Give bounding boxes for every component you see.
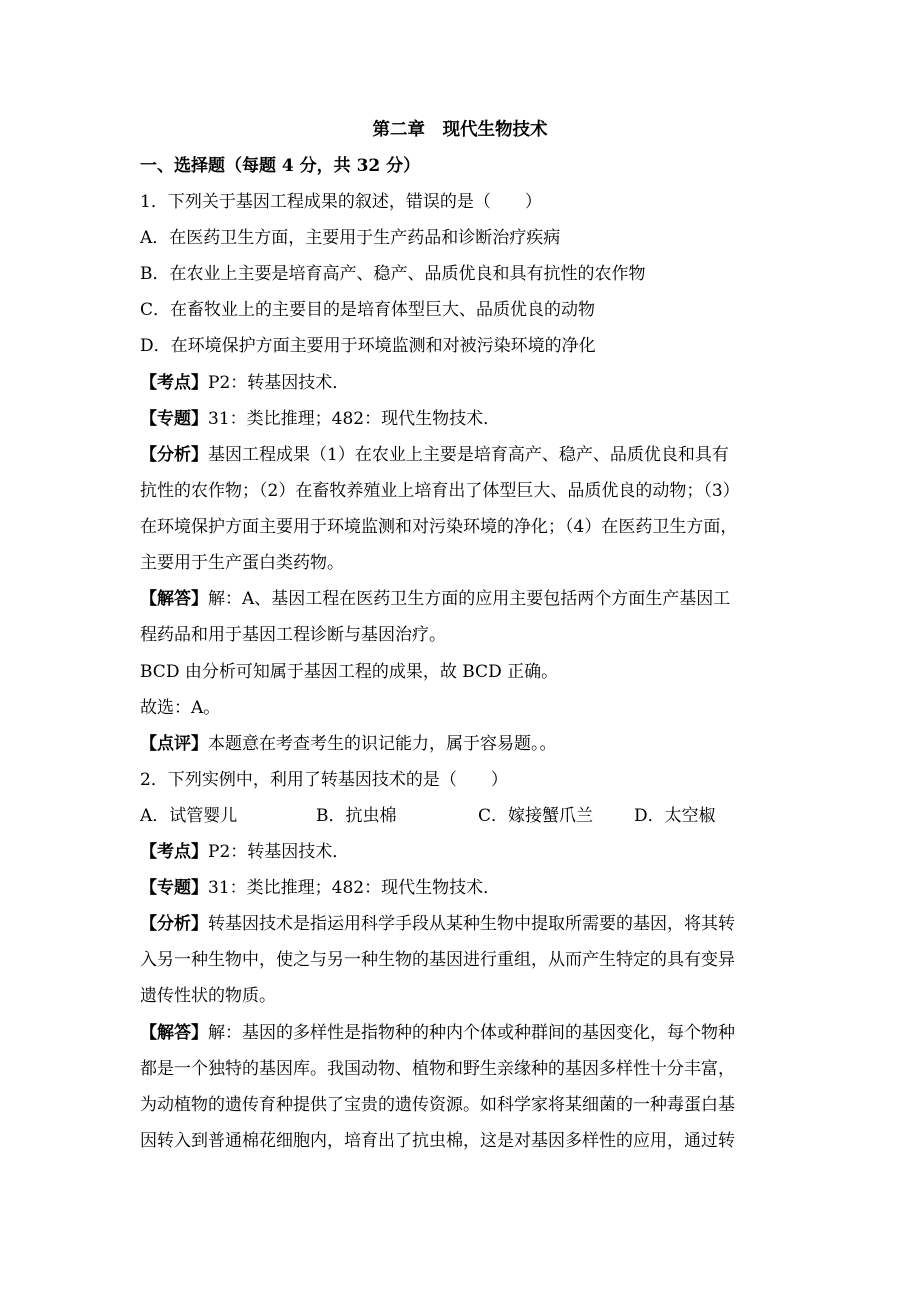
question-2-jieda-line-3: 为动植物的遗传育种提供了宝贵的遗传资源。如科学家将某细菌的一种毒蛋白基: [140, 1095, 735, 1115]
jieda-tag: 【解答】: [140, 589, 208, 609]
question-1-jieda-line-2: 程药品和用于基因工程诊断与基因治疗。: [140, 625, 446, 645]
question-1-option-d: D．在环境保护方面主要用于环境监测和对被污染环境的净化: [140, 336, 596, 356]
question-1-answer: 故选：A。: [140, 698, 221, 718]
question-2-option-b: B．抗虫棉: [316, 806, 397, 826]
fenxi-text: 基因工程成果（1）在农业上主要是培育高产、稳产、品质优良和具有: [208, 445, 729, 465]
jieda-text: 解：A、基因工程在医药卫生方面的应用主要包括两个方面生产基因工: [208, 589, 731, 609]
question-1-option-a: A．在医药卫生方面，主要用于生产药品和诊断治疗疾病: [140, 228, 561, 248]
question-2-fenxi-line-2: 入另一种生物中，使之与另一种生物的基因进行重组，从而产生特定的具有变异: [140, 950, 735, 970]
question-1-stem: 1．下列关于基因工程成果的叙述，错误的是（ ）: [140, 192, 542, 212]
question-1-fenxi-line-3: 在环境保护方面主要用于环境监测和对污染环境的净化；（4）在医药卫生方面，: [140, 517, 738, 537]
kaodian-tag: 【考点】: [140, 373, 208, 393]
question-1-fenxi-line-2: 抗性的农作物；（2）在畜牧养殖业上培育出了体型巨大、品质优良的动物；（3）: [140, 481, 740, 501]
fenxi-tag: 【分析】: [140, 914, 208, 934]
question-2-option-d: D．太空椒: [634, 806, 716, 826]
question-1-option-b: B．在农业上主要是培育高产、稳产、品质优良和具有抗性的农作物: [140, 264, 646, 284]
question-2-jieda-line-4: 因转入到普通棉花细胞内，培育出了抗虫棉，这是对基因多样性的应用，通过转: [140, 1131, 735, 1151]
dianping-tag: 【点评】: [140, 734, 208, 754]
kaodian-text: P2：转基因技术．: [208, 373, 350, 393]
zhuanti-tag: 【专题】: [140, 878, 208, 898]
question-2-jieda: [140, 1022, 735, 1044]
question-2-zhuanti: [140, 877, 500, 899]
question-1-jieda-line-3: BCD 由分析可知属于基因工程的成果，故 BCD 正确。: [140, 662, 559, 682]
question-2-stem: 2．下列实例中，利用了转基因技术的是（ ）: [140, 770, 508, 790]
zhuanti-tag: 【专题】: [140, 409, 208, 429]
jieda-text: 解：基因的多样性是指物种的种内个体或种群间的基因变化，每个物种: [208, 1023, 735, 1043]
question-1-fenxi-line-4: 主要用于生产蛋白类药物。: [140, 553, 344, 573]
zhuanti-text: 31：类比推理；482：现代生物技术．: [208, 409, 501, 429]
question-2-fenxi: [140, 913, 735, 935]
question-2-option-a: A．试管婴儿: [140, 806, 238, 826]
question-2-option-c: C．嫁接蟹爪兰: [478, 806, 594, 826]
question-2-options: [140, 805, 716, 827]
kaodian-text: P2：转基因技术．: [208, 842, 350, 862]
question-1-jieda: [140, 588, 730, 610]
dianping-text: 本题意在考查考生的识记能力，属于容易题。。: [208, 734, 557, 754]
jieda-tag: 【解答】: [140, 1023, 208, 1043]
fenxi-tag: 【分析】: [140, 445, 208, 465]
kaodian-tag: 【考点】: [140, 842, 208, 862]
zhuanti-text: 31：类比推理；482：现代生物技术．: [208, 878, 501, 898]
question-2-kaodian: [140, 841, 349, 863]
section-heading: 一、选择题（每题 4 分，共 32 分）: [140, 156, 421, 176]
question-1-dianping: [140, 733, 557, 755]
question-1-fenxi: [140, 444, 729, 466]
question-1-option-c: C．在畜牧业上的主要目的是培育体型巨大、品质优良的动物: [140, 300, 596, 320]
question-1-kaodian: [140, 372, 349, 394]
question-2-jieda-line-2: 都是一个独特的基因库。我国动物、植物和野生亲缘种的基因多样性十分丰富，: [140, 1059, 735, 1079]
chapter-title: 第二章 现代生物技术: [372, 120, 548, 140]
question-2-fenxi-line-3: 遗传性状的物质。: [140, 986, 276, 1006]
question-1-zhuanti: [140, 408, 500, 430]
fenxi-text: 转基因技术是指运用科学手段从某种生物中提取所需要的基因，将其转: [208, 914, 735, 934]
